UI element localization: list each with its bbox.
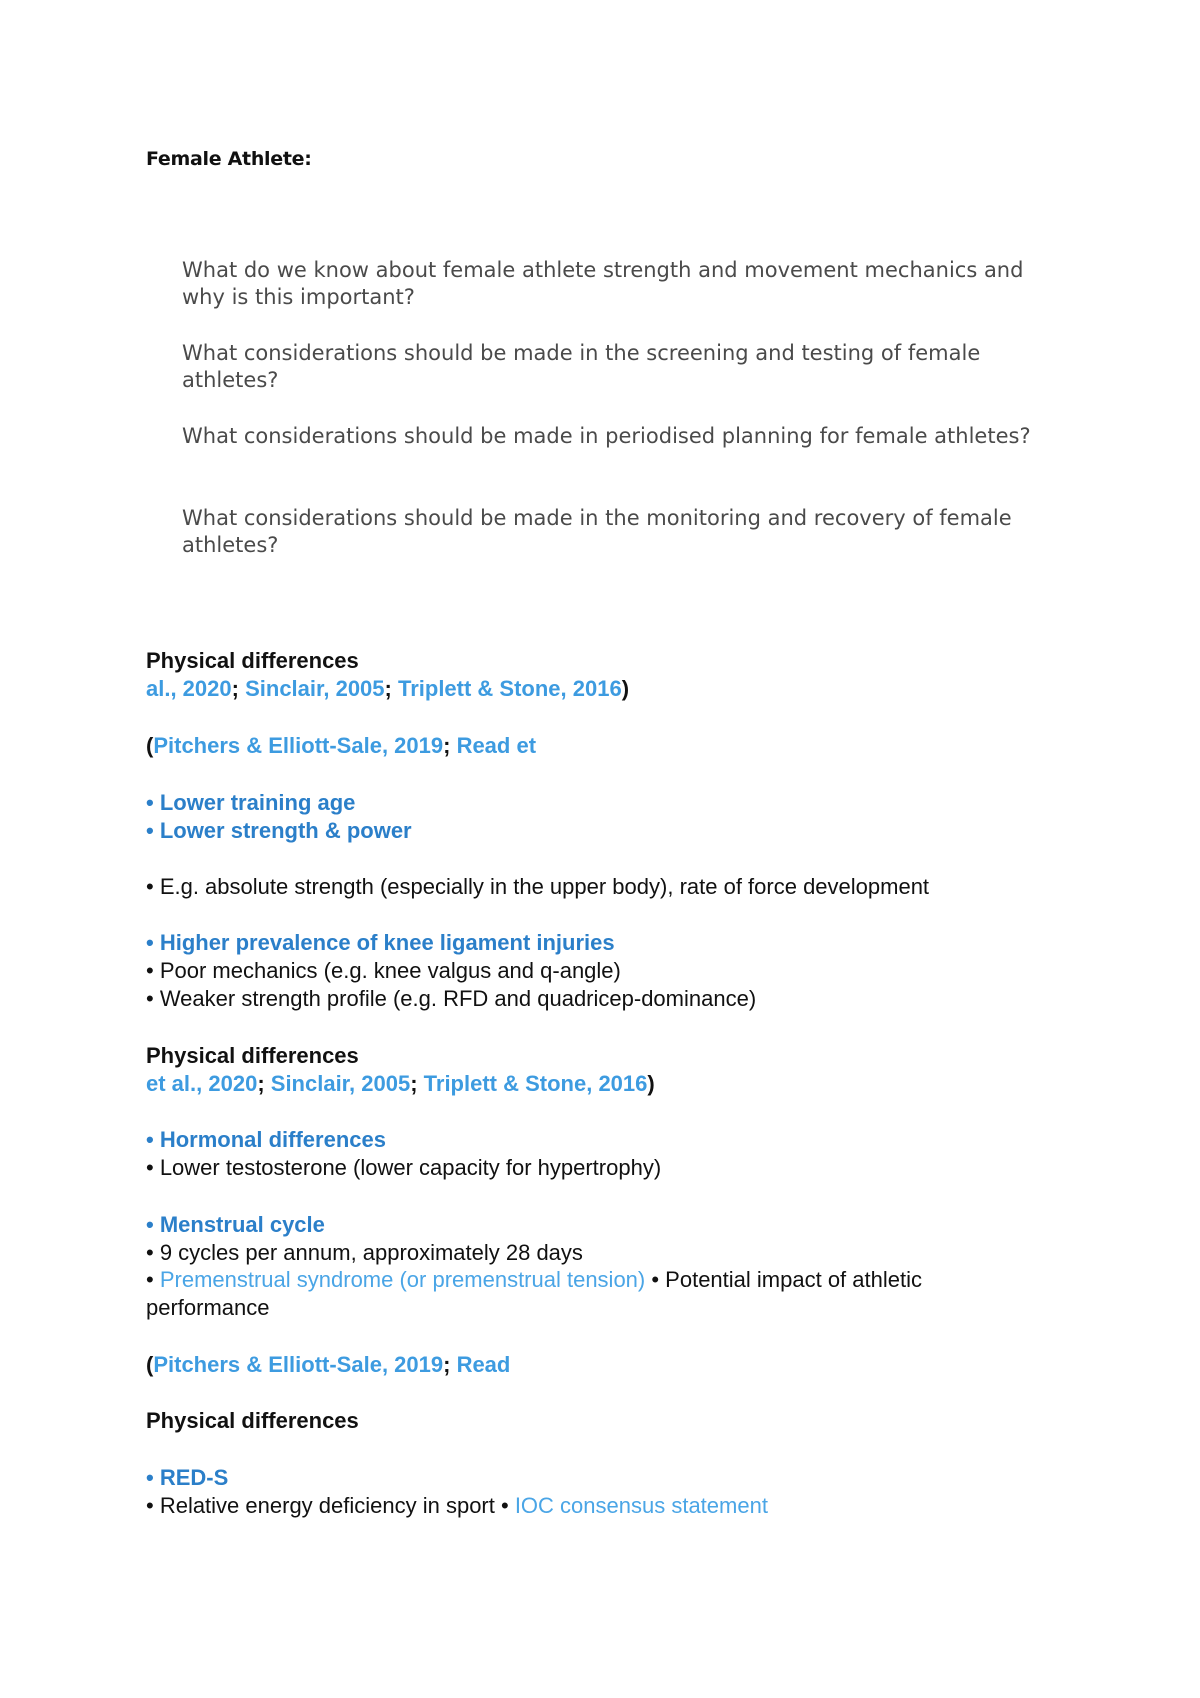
citation-link[interactable]: Triplett & Stone, 2016: [397, 676, 622, 701]
bullet-text: [146, 1492, 768, 1520]
question-3: What considerations should be made in periodised planning for female athletes?: [182, 424, 1031, 448]
separator: (: [146, 1352, 154, 1377]
page-title: Female Athlete:: [146, 148, 312, 170]
bullet-text-suffix: • Potential impact of athletic: [645, 1267, 922, 1292]
separator: ;: [443, 1352, 457, 1377]
separator: (: [146, 733, 154, 758]
bullet-heading: • Lower training age: [146, 790, 356, 815]
citation-link[interactable]: Sinclair, 2005: [245, 676, 385, 701]
bullet-text: • Poor mechanics (e.g. knee valgus and q-angle): [146, 958, 621, 983]
bullet-text: • 9 cycles per annum, approximately 28 days: [146, 1240, 583, 1265]
pms-link[interactable]: Premenstrual syndrome (or premenstrual tension): [159, 1267, 646, 1292]
reference-line: [146, 675, 629, 703]
bullet-text-continuation: performance: [146, 1295, 270, 1320]
reds-definition: • Relative energy deficiency in sport •: [146, 1493, 515, 1518]
reference-line: [146, 732, 536, 760]
bullet-heading: • Lower strength & power: [146, 818, 412, 843]
separator: ;: [384, 676, 398, 701]
bullet-heading: • RED-S: [146, 1465, 229, 1490]
bullet-heading: • Menstrual cycle: [146, 1212, 325, 1237]
ioc-link[interactable]: IOC consensus statement: [514, 1493, 768, 1518]
citation-link[interactable]: Sinclair, 2005: [270, 1071, 411, 1096]
bullet-heading: • Higher prevalence of knee ligament injuries: [146, 930, 615, 955]
citation-link[interactable]: al., 2020: [146, 676, 232, 701]
reference-line: [146, 1351, 510, 1379]
question-1: What do we know about female athlete strength and movement mechanics and why is this important?: [182, 258, 1024, 309]
separator: ;: [231, 676, 246, 701]
citation-link[interactable]: Read: [456, 1352, 511, 1377]
citation-link[interactable]: Read et: [456, 733, 537, 758]
separator: ;: [257, 1071, 271, 1096]
separator: ): [647, 1071, 655, 1096]
citation-link[interactable]: Pitchers & Elliott-Sale, 2019: [153, 1352, 444, 1377]
citation-link[interactable]: Pitchers & Elliott-Sale, 2019: [153, 733, 444, 758]
separator: ;: [410, 1071, 424, 1096]
bullet-text: • Lower testosterone (lower capacity for hypertrophy): [146, 1155, 662, 1180]
section-heading: Physical differences: [146, 1043, 359, 1068]
bullet-text: • Weaker strength profile (e.g. RFD and quadricep-dominance): [146, 986, 757, 1011]
question-2: What considerations should be made in the screening and testing of female athletes?: [182, 341, 981, 392]
section-heading: Physical differences: [146, 1408, 359, 1433]
reference-line: [146, 1070, 655, 1098]
citation-link[interactable]: Triplett & Stone, 2016: [423, 1071, 648, 1096]
bullet-text: [146, 1266, 922, 1294]
separator: ): [621, 676, 630, 701]
bullet-heading: • Hormonal differences: [146, 1127, 386, 1152]
bullet-text: • E.g. absolute strength (especially in the upper body), rate of force development: [146, 874, 930, 899]
citation-link[interactable]: et al., 2020: [146, 1071, 258, 1096]
question-4: What considerations should be made in the monitoring and recovery of female athletes?: [182, 506, 1012, 557]
section-heading: Physical differences: [146, 648, 359, 673]
bullet-marker: •: [146, 1267, 160, 1292]
separator: ;: [443, 733, 457, 758]
